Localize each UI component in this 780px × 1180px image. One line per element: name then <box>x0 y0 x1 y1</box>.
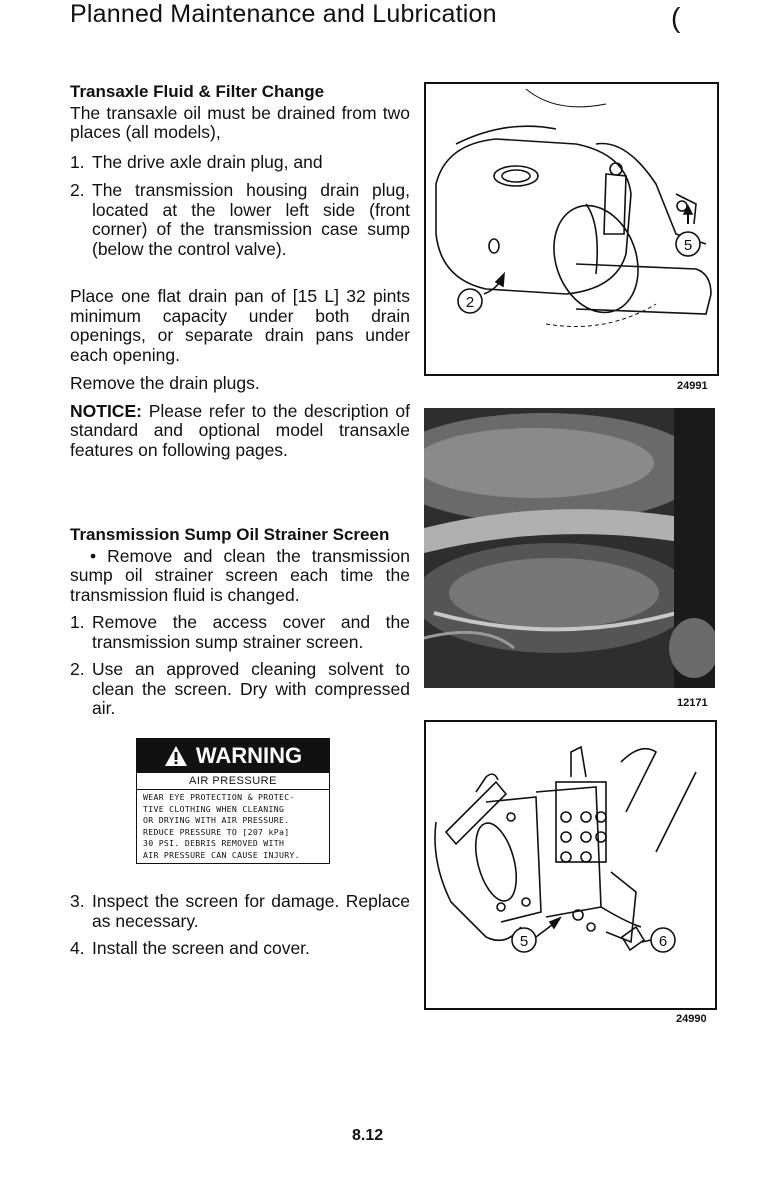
warning-triangle-icon <box>164 745 188 767</box>
section-heading: Transmission Sump Oil Strainer Screen <box>70 525 390 544</box>
figure-number: 24990 <box>676 1013 707 1025</box>
callout-5: 5 <box>683 237 693 254</box>
drain-plug-illustration <box>426 84 717 374</box>
warning-subtitle: AIR PRESSURE <box>137 773 329 790</box>
remove-plugs-text: Remove the drain plugs. <box>70 373 260 393</box>
drain-pan-text: Place one flat drain pan of [15 L] 32 pints minimum capacity under both drain openings, or separate drain pans under each opening. <box>70 286 410 365</box>
warning-body: WEAR EYE PROTECTION & PROTEC- TIVE CLOTHING WHEN CLEANING OR DRYING WITH AIR PRESSURE. REDUCE PRESSURE TO [207 kPa] 30 PSI. DEBRIS REMOVED WITH AIR PRESSURE CAN CAUSE INJURY. <box>143 792 300 860</box>
section-strainer <box>70 525 410 719</box>
callout-5: 5 <box>519 933 529 950</box>
figure-drain-plugs <box>424 82 719 376</box>
list-item: 3. Inspect the screen for damage. Replace as necessary. <box>70 891 410 931</box>
list-item: 4. Install the screen and cover. <box>70 938 310 958</box>
list-item: 1. The drive axle drain plug, and <box>70 151 323 172</box>
intro-text: The transaxle oil must be drained from two places (all models), <box>70 102 410 142</box>
list-item: 1. Remove the access cover and the transmission sump strainer screen. <box>70 612 410 652</box>
figure-control-valve <box>424 720 717 1010</box>
header-paren: ( <box>671 2 681 33</box>
section-transaxle <box>70 82 410 460</box>
page-title: Planned Maintenance and Lubrication <box>70 0 497 28</box>
section-strainer-cont <box>70 892 410 959</box>
bullet-text: • Remove and clean the transmission sump oil strainer screen each time the transmission fluid is changed. <box>70 545 410 605</box>
figure-number: 24991 <box>677 380 708 392</box>
control-valve-illustration <box>426 722 715 1008</box>
sump-photo <box>424 408 715 688</box>
page-number: 8.12 <box>352 1127 384 1144</box>
list-item: 2. The transmission housing drain plug, located at the lower left side (front corner) of the transmission case sump (below the control valve). <box>70 180 410 259</box>
list-item: 2. Use an approved cleaning solvent to clean the screen. Dry with compressed air. <box>70 659 410 718</box>
figure-photo-sump <box>424 408 715 688</box>
warning-label <box>136 738 330 864</box>
warning-header <box>137 739 329 773</box>
figure-number: 12171 <box>677 697 708 709</box>
notice-text: NOTICE: Please refer to the description of standard and optional model transaxle features on following pages. <box>70 400 410 460</box>
section-heading: Transaxle Fluid & Filter Change <box>70 82 325 101</box>
callout-2: 2 <box>465 294 475 311</box>
callout-6: 6 <box>658 933 668 950</box>
warning-title: WARNING <box>195 743 303 768</box>
